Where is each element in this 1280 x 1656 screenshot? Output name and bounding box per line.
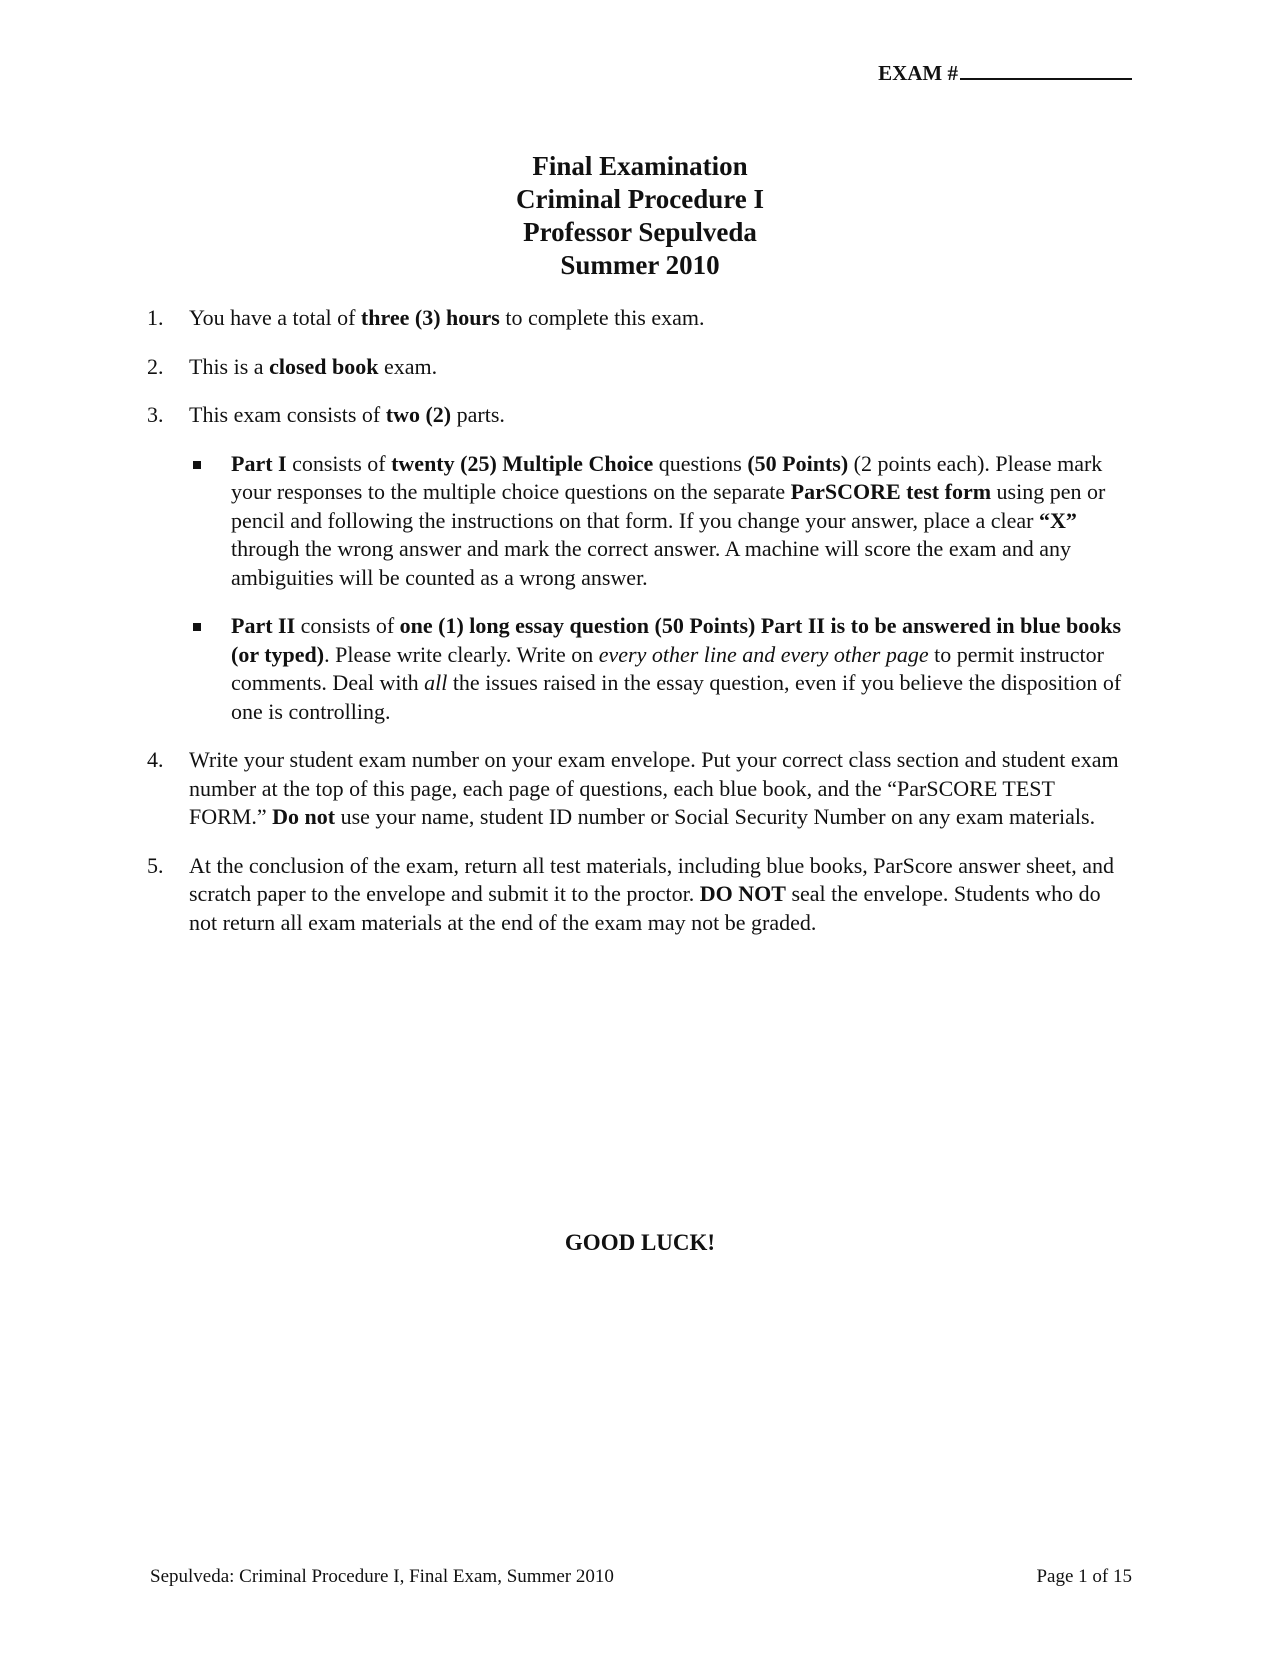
- square-bullet-icon: [193, 461, 201, 469]
- exam-number-label: EXAM #: [878, 61, 958, 85]
- instructions-list: [147, 304, 1133, 957]
- instruction-item-4: 4. Write your student exam number on your exam envelope. Put your correct class section and student exam number at the top of this page, each page of questions, each blue book, and the “ParSCORE TEST FORM.” Do not use your name, student ID number or Social Security Number on any exam materials.: [147, 747, 1119, 829]
- title-line-term: Summer 2010: [560, 250, 720, 280]
- exam-number-field: [760, 58, 1132, 86]
- title-line-exam: Final Examination: [532, 151, 748, 181]
- instruction-item-2: 2. This is a closed book exam.: [147, 353, 1133, 382]
- instruction-item-1: 1. You have a total of three (3) hours to complete this exam.: [147, 304, 1133, 333]
- item-number: 3.: [147, 402, 164, 427]
- footer-course-info: Sepulveda: Criminal Procedure I, Final Exam, Summer 2010: [150, 1566, 614, 1587]
- part-1-description: Part I consists of twenty (25) Multiple Choice questions (50 Points) (2 points each). Please mark your responses to the multiple choice questions on the separate ParSCORE test form using pen or pencil and following the instructions on that form. If you change your answer, place a clear “X” through the wrong answer and mark the correct answer. A machine will score the exam and any ambiguities will be counted as a wrong answer.: [147, 450, 1133, 593]
- part-2-description: Part II consists of one (1) long essay question (50 Points) Part II is to be answered in blue books (or typed). Please write clearly. Write on every other line and every other page to permit instructor comments. Deal with all the issues raised in the essay question, even if you believe the disposition of one is controlling.: [147, 612, 1133, 726]
- exam-number-blank-line: [960, 58, 1132, 80]
- square-bullet-icon: [193, 623, 201, 631]
- item-number: 5.: [147, 852, 164, 878]
- item-number: 2.: [147, 353, 164, 379]
- item-number: 1.: [147, 305, 164, 330]
- instruction-item-3: 3. This exam consists of two (2) parts.: [147, 401, 1133, 430]
- title-line-course: Criminal Procedure I: [516, 184, 764, 214]
- instruction-item-5: 5. At the conclusion of the exam, return all test materials, including blue books, ParScore answer sheet, and scratch paper to the envelope and submit it to the proctor. DO NOT seal the envelope. Students who do not return all exam materials at the end of the exam may not be graded.: [147, 852, 1114, 935]
- item-number: 4.: [147, 747, 164, 772]
- exam-title-block: [340, 150, 940, 282]
- title-line-professor: Professor Sepulveda: [523, 217, 757, 247]
- footer-page-number: Page 1 of 15: [1036, 1566, 1132, 1587]
- good-luck-message: GOOD LUCK!: [564, 1230, 716, 1255]
